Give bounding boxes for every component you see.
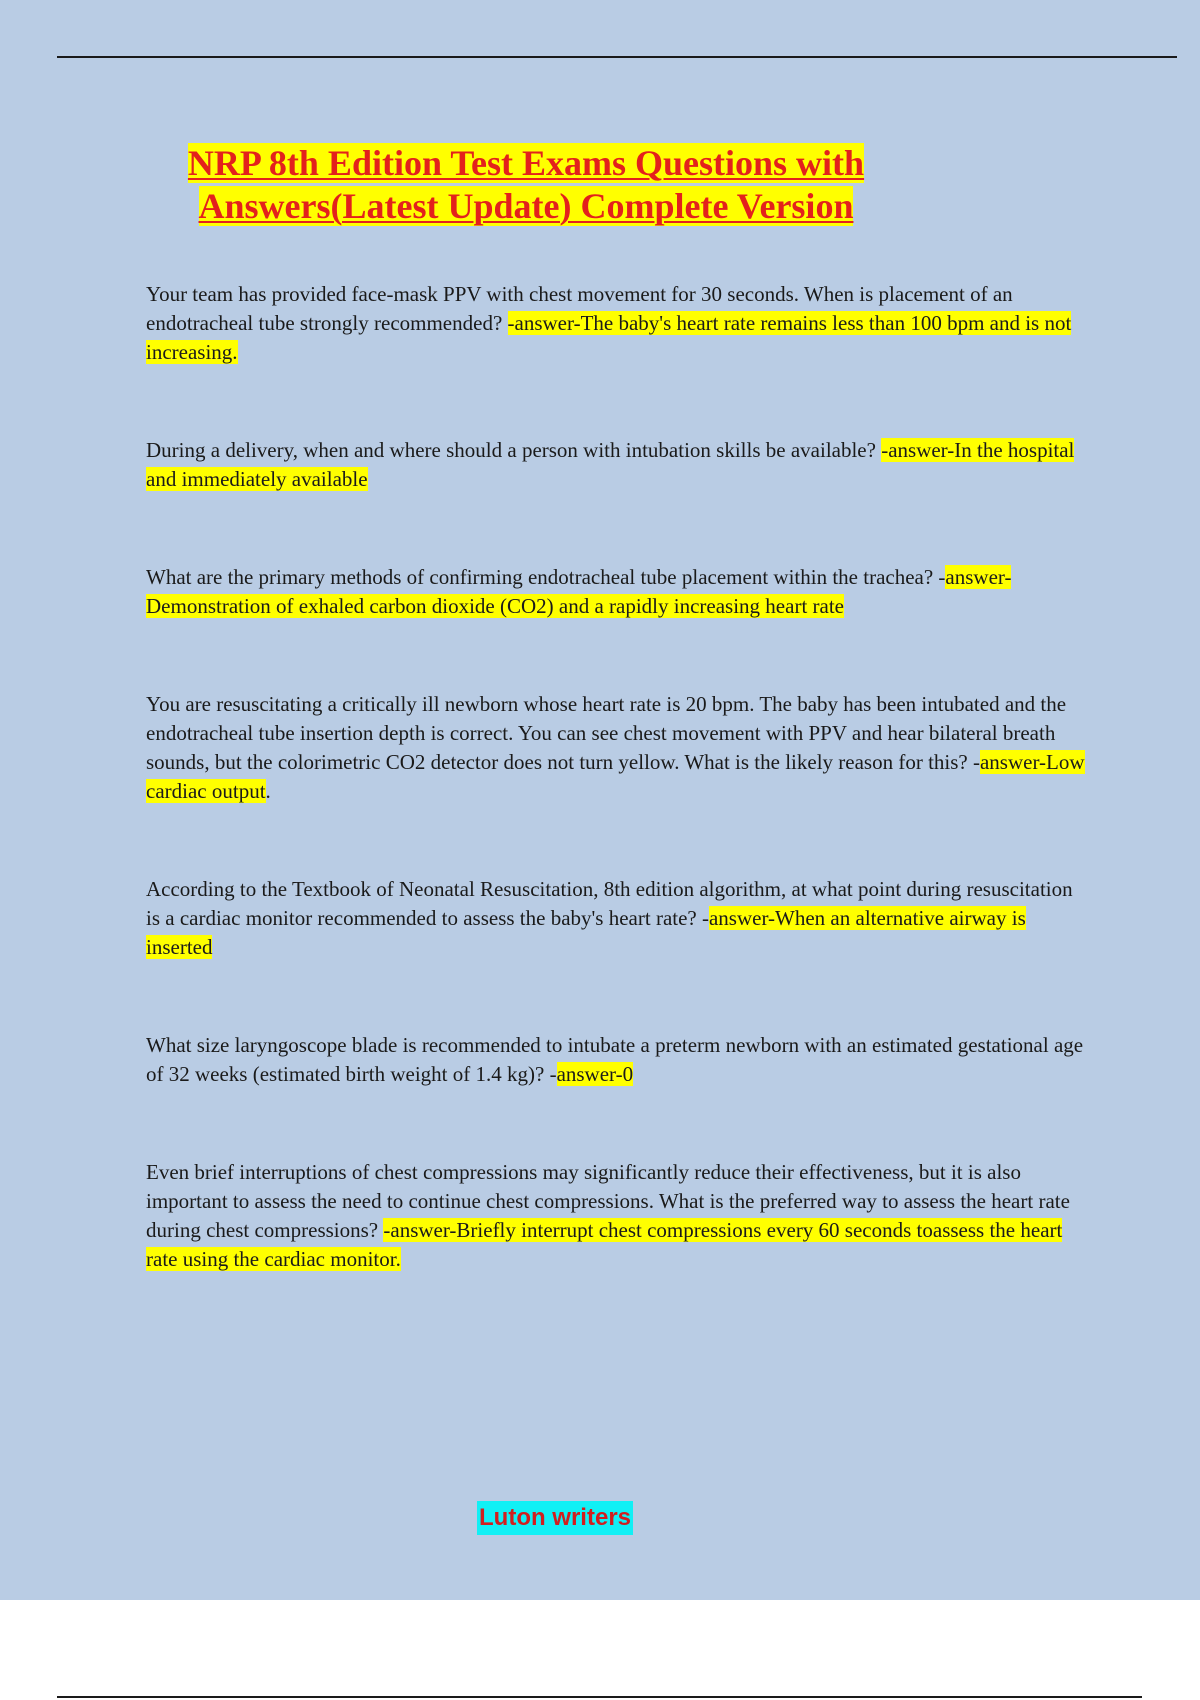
- answer-text: -answer-In the hospital and immediately available: [146, 438, 1075, 491]
- question-text: What are the primary methods of confirming endotracheal tube placement within the trachea? -: [146, 565, 946, 589]
- qa-item-4: [146, 690, 1091, 806]
- question-text: What size laryngoscope blade is recommended to intubate a preterm newborn with an estimated gestational age of 32 weeks (estimated birth weight of 1.4 kg)? -: [146, 1033, 1084, 1086]
- qa-item-5: [146, 875, 1091, 962]
- question-text: During a delivery, when and where should a person with intubation skills be available?: [146, 438, 882, 462]
- question-text: Even brief interruptions of chest compressions may significantly reduce their effectiveness, but it is also important to assess the need to continue chest compressions. What is the preferred way to assess the heart rate during chest compressions?: [146, 1160, 1070, 1242]
- answer-text: answer-0: [556, 1062, 634, 1086]
- question-text: According to the Textbook of Neonatal Resuscitation, 8th edition algorithm, at what point during resuscitation is a cardiac monitor recommended to assess the baby's heart rate? -: [146, 877, 1073, 930]
- document-title: [146, 142, 906, 228]
- answer-text: answer-Demonstration of exhaled carbon dioxide (CO2) and a rapidly increasing heart rate: [146, 565, 1012, 618]
- document-title-text: NRP 8th Edition Test Exams Questions with Answers(Latest Update) Complete Version: [187, 143, 865, 226]
- question-text: Your team has provided face-mask PPV with chest movement for 30 seconds. When is placement of an endotracheal tube strongly recommended?: [146, 282, 1013, 335]
- qa-item-3: [146, 563, 1091, 621]
- qa-item-2: [146, 436, 1091, 494]
- header-rule: [57, 56, 1177, 58]
- answer-text: answer-When an alternative airway is inserted: [146, 906, 1026, 959]
- footer-brand-label: Luton writers: [477, 1501, 633, 1535]
- question-text: You are resuscitating a critically ill newborn whose heart rate is 20 bpm. The baby has been intubated and the endotracheal tube insertion depth is correct. You can see chest movement with PPV and hear bilateral breath sounds, but the colorimetric CO2 detector does not turn yellow. What is the likely reason for this? -: [146, 692, 1067, 774]
- qa-item-6: [146, 1031, 1091, 1089]
- answer-text: -answer-The baby's heart rate remains less than 100 bpm and is not increasing.: [146, 311, 1072, 364]
- answer-text: -answer-Briefly interrupt chest compressions every 60 seconds toassess the heart rate using the cardiac monitor.: [146, 1218, 1063, 1271]
- qa-item-7: [146, 1158, 1091, 1274]
- answer-text: answer-Low cardiac output: [146, 750, 1085, 803]
- footer-rule: [57, 1696, 1142, 1698]
- answer-tail: .: [265, 779, 271, 803]
- qa-item-1: [146, 280, 1091, 367]
